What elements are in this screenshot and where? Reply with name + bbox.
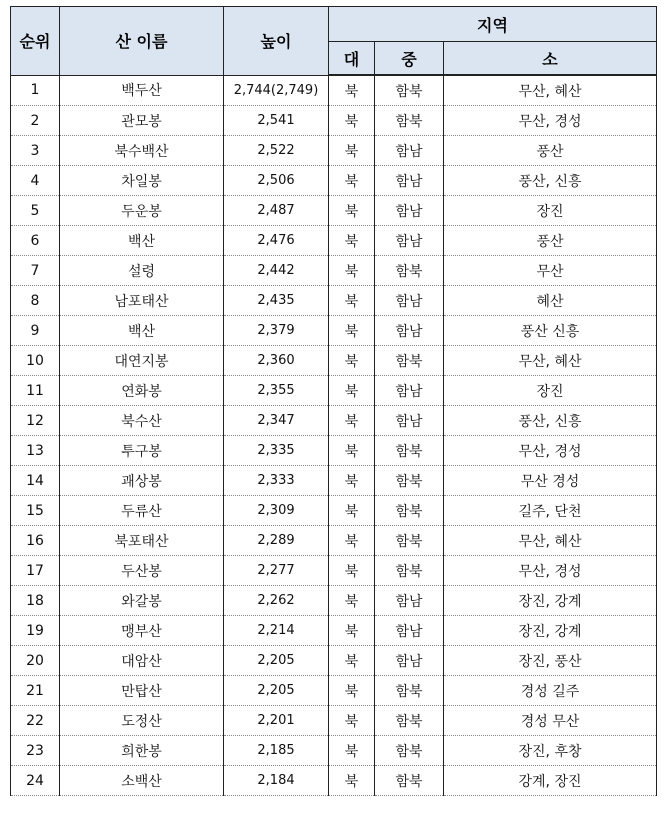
cell-region-mid: 함북: [375, 436, 444, 466]
table-row: [11, 316, 657, 346]
header-height: 높이: [224, 7, 329, 76]
cell-region-mid: 함북: [375, 526, 444, 556]
cell-rank: 1: [11, 75, 60, 106]
cell-name: 소백산: [60, 766, 224, 796]
cell-name: 연화봉: [60, 376, 224, 406]
cell-region-mid: 함북: [375, 766, 444, 796]
cell-height: 2,214: [224, 616, 329, 646]
cell-rank: 11: [11, 376, 60, 406]
cell-region-large: 북: [329, 256, 375, 286]
cell-height: 2,379: [224, 316, 329, 346]
cell-region-small: 혜산: [444, 286, 657, 316]
header-region-large: 대: [329, 42, 375, 76]
cell-region-large: 북: [329, 286, 375, 316]
cell-region-small: 무산, 혜산: [444, 75, 657, 106]
cell-height: 2,522: [224, 136, 329, 166]
table-row: [11, 166, 657, 196]
cell-region-mid: 함북: [375, 346, 444, 376]
cell-name: 북수산: [60, 406, 224, 436]
table-row: [11, 226, 657, 256]
cell-region-mid: 함남: [375, 616, 444, 646]
cell-region-small: 강계, 장진: [444, 766, 657, 796]
cell-region-large: 북: [329, 646, 375, 676]
table-row: [11, 496, 657, 526]
cell-region-small: 길주, 단천: [444, 496, 657, 526]
cell-region-large: 북: [329, 586, 375, 616]
cell-rank: 5: [11, 196, 60, 226]
cell-height: 2,201: [224, 706, 329, 736]
cell-rank: 4: [11, 166, 60, 196]
cell-height: 2,262: [224, 586, 329, 616]
cell-region-large: 북: [329, 376, 375, 406]
cell-rank: 3: [11, 136, 60, 166]
cell-region-mid: 함북: [375, 466, 444, 496]
cell-name: 백산: [60, 226, 224, 256]
cell-region-small: 무산: [444, 256, 657, 286]
table-row: [11, 766, 657, 796]
cell-region-large: 북: [329, 196, 375, 226]
table-body: [11, 75, 657, 796]
cell-rank: 18: [11, 586, 60, 616]
cell-region-mid: 함북: [375, 676, 444, 706]
header-name: 산 이름: [60, 7, 224, 76]
cell-region-large: 북: [329, 346, 375, 376]
cell-region-mid: 함남: [375, 286, 444, 316]
cell-region-small: 장진, 후창: [444, 736, 657, 766]
cell-height: 2,333: [224, 466, 329, 496]
cell-height: 2,205: [224, 676, 329, 706]
cell-name: 맹부산: [60, 616, 224, 646]
cell-rank: 24: [11, 766, 60, 796]
cell-region-large: 북: [329, 526, 375, 556]
cell-region-large: 북: [329, 766, 375, 796]
table-row: [11, 346, 657, 376]
cell-name: 관모봉: [60, 106, 224, 136]
header-rank: 순위: [11, 7, 60, 76]
cell-region-large: 북: [329, 676, 375, 706]
cell-region-mid: 함북: [375, 736, 444, 766]
cell-region-small: 무산, 혜산: [444, 346, 657, 376]
cell-rank: 10: [11, 346, 60, 376]
cell-name: 두산봉: [60, 556, 224, 586]
cell-region-small: 경성 길주: [444, 676, 657, 706]
cell-region-mid: 함남: [375, 406, 444, 436]
mountain-height-table: [10, 6, 657, 796]
cell-region-large: 북: [329, 316, 375, 346]
cell-region-small: 무산, 경성: [444, 106, 657, 136]
cell-rank: 13: [11, 436, 60, 466]
cell-region-small: 장진: [444, 196, 657, 226]
cell-region-large: 북: [329, 556, 375, 586]
table-header: [11, 7, 657, 76]
cell-region-mid: 함북: [375, 106, 444, 136]
table-row: [11, 136, 657, 166]
cell-rank: 6: [11, 226, 60, 256]
cell-region-mid: 함남: [375, 166, 444, 196]
cell-name: 차일봉: [60, 166, 224, 196]
table-row: [11, 676, 657, 706]
table-row: [11, 616, 657, 646]
cell-height: 2,487: [224, 196, 329, 226]
cell-name: 와갈봉: [60, 586, 224, 616]
cell-region-small: 무산, 혜산: [444, 526, 657, 556]
cell-region-mid: 함북: [375, 75, 444, 106]
cell-rank: 20: [11, 646, 60, 676]
cell-name: 북포태산: [60, 526, 224, 556]
cell-height: 2,435: [224, 286, 329, 316]
cell-region-small: 장진: [444, 376, 657, 406]
cell-rank: 16: [11, 526, 60, 556]
table-row: [11, 196, 657, 226]
cell-rank: 9: [11, 316, 60, 346]
table-row: [11, 526, 657, 556]
cell-region-large: 북: [329, 616, 375, 646]
cell-region-mid: 함북: [375, 706, 444, 736]
cell-region-large: 북: [329, 466, 375, 496]
cell-height: 2,185: [224, 736, 329, 766]
cell-region-mid: 함남: [375, 586, 444, 616]
cell-region-mid: 함남: [375, 136, 444, 166]
cell-name: 대암산: [60, 646, 224, 676]
cell-region-small: 장진, 풍산: [444, 646, 657, 676]
cell-height: 2,309: [224, 496, 329, 526]
cell-region-small: 경성 무산: [444, 706, 657, 736]
cell-name: 설령: [60, 256, 224, 286]
cell-name: 만탑산: [60, 676, 224, 706]
cell-region-mid: 함북: [375, 556, 444, 586]
cell-rank: 8: [11, 286, 60, 316]
cell-region-small: 무산, 경성: [444, 556, 657, 586]
cell-name: 괘상봉: [60, 466, 224, 496]
cell-height: 2,442: [224, 256, 329, 286]
cell-region-small: 무산, 경성: [444, 436, 657, 466]
cell-region-mid: 함북: [375, 496, 444, 526]
cell-height: 2,355: [224, 376, 329, 406]
cell-name: 두류산: [60, 496, 224, 526]
cell-region-small: 장진, 강계: [444, 586, 657, 616]
cell-region-small: 풍산, 신흥: [444, 166, 657, 196]
cell-rank: 23: [11, 736, 60, 766]
cell-region-small: 풍산: [444, 226, 657, 256]
cell-region-large: 북: [329, 106, 375, 136]
cell-region-large: 북: [329, 496, 375, 526]
cell-region-mid: 함남: [375, 316, 444, 346]
table-row: [11, 75, 657, 106]
table-row: [11, 556, 657, 586]
cell-region-large: 북: [329, 736, 375, 766]
table-row: [11, 256, 657, 286]
cell-region-mid: 함남: [375, 376, 444, 406]
cell-region-large: 북: [329, 136, 375, 166]
table-row: [11, 376, 657, 406]
cell-name: 도정산: [60, 706, 224, 736]
cell-name: 두운봉: [60, 196, 224, 226]
cell-region-small: 무산 경성: [444, 466, 657, 496]
cell-rank: 19: [11, 616, 60, 646]
cell-height: 2,277: [224, 556, 329, 586]
cell-height: 2,360: [224, 346, 329, 376]
cell-region-small: 풍산: [444, 136, 657, 166]
cell-rank: 15: [11, 496, 60, 526]
cell-name: 투구봉: [60, 436, 224, 466]
cell-rank: 22: [11, 706, 60, 736]
header-region: 지역: [329, 7, 657, 42]
header-region-mid: 중: [375, 42, 444, 76]
cell-region-mid: 함북: [375, 256, 444, 286]
cell-region-large: 북: [329, 436, 375, 466]
cell-rank: 17: [11, 556, 60, 586]
cell-height: 2,744(2,749): [224, 75, 329, 106]
table-row: [11, 406, 657, 436]
table-row: [11, 736, 657, 766]
cell-height: 2,335: [224, 436, 329, 466]
cell-region-large: 북: [329, 166, 375, 196]
cell-name: 대연지봉: [60, 346, 224, 376]
cell-rank: 7: [11, 256, 60, 286]
table-row: [11, 286, 657, 316]
cell-name: 희한봉: [60, 736, 224, 766]
table-row: [11, 586, 657, 616]
cell-region-large: 북: [329, 406, 375, 436]
table-row: [11, 106, 657, 136]
cell-region-mid: 함남: [375, 226, 444, 256]
cell-name: 북수백산: [60, 136, 224, 166]
cell-rank: 21: [11, 676, 60, 706]
cell-region-large: 북: [329, 226, 375, 256]
cell-name: 남포태산: [60, 286, 224, 316]
cell-height: 2,541: [224, 106, 329, 136]
cell-region-small: 풍산, 신흥: [444, 406, 657, 436]
cell-name: 백산: [60, 316, 224, 346]
cell-rank: 12: [11, 406, 60, 436]
cell-height: 2,476: [224, 226, 329, 256]
table-row: [11, 466, 657, 496]
cell-height: 2,347: [224, 406, 329, 436]
cell-region-mid: 함남: [375, 196, 444, 226]
cell-region-mid: 함남: [375, 646, 444, 676]
cell-region-large: 북: [329, 706, 375, 736]
cell-height: 2,184: [224, 766, 329, 796]
cell-region-small: 장진, 강계: [444, 616, 657, 646]
cell-height: 2,205: [224, 646, 329, 676]
cell-region-small: 풍산 신흥: [444, 316, 657, 346]
table-row: [11, 706, 657, 736]
cell-rank: 14: [11, 466, 60, 496]
cell-region-large: 북: [329, 75, 375, 106]
mountain-table-wrapper: [10, 6, 657, 796]
table-row: [11, 646, 657, 676]
cell-name: 백두산: [60, 75, 224, 106]
cell-height: 2,289: [224, 526, 329, 556]
cell-height: 2,506: [224, 166, 329, 196]
cell-rank: 2: [11, 106, 60, 136]
header-region-small: 소: [444, 42, 657, 76]
table-row: [11, 436, 657, 466]
